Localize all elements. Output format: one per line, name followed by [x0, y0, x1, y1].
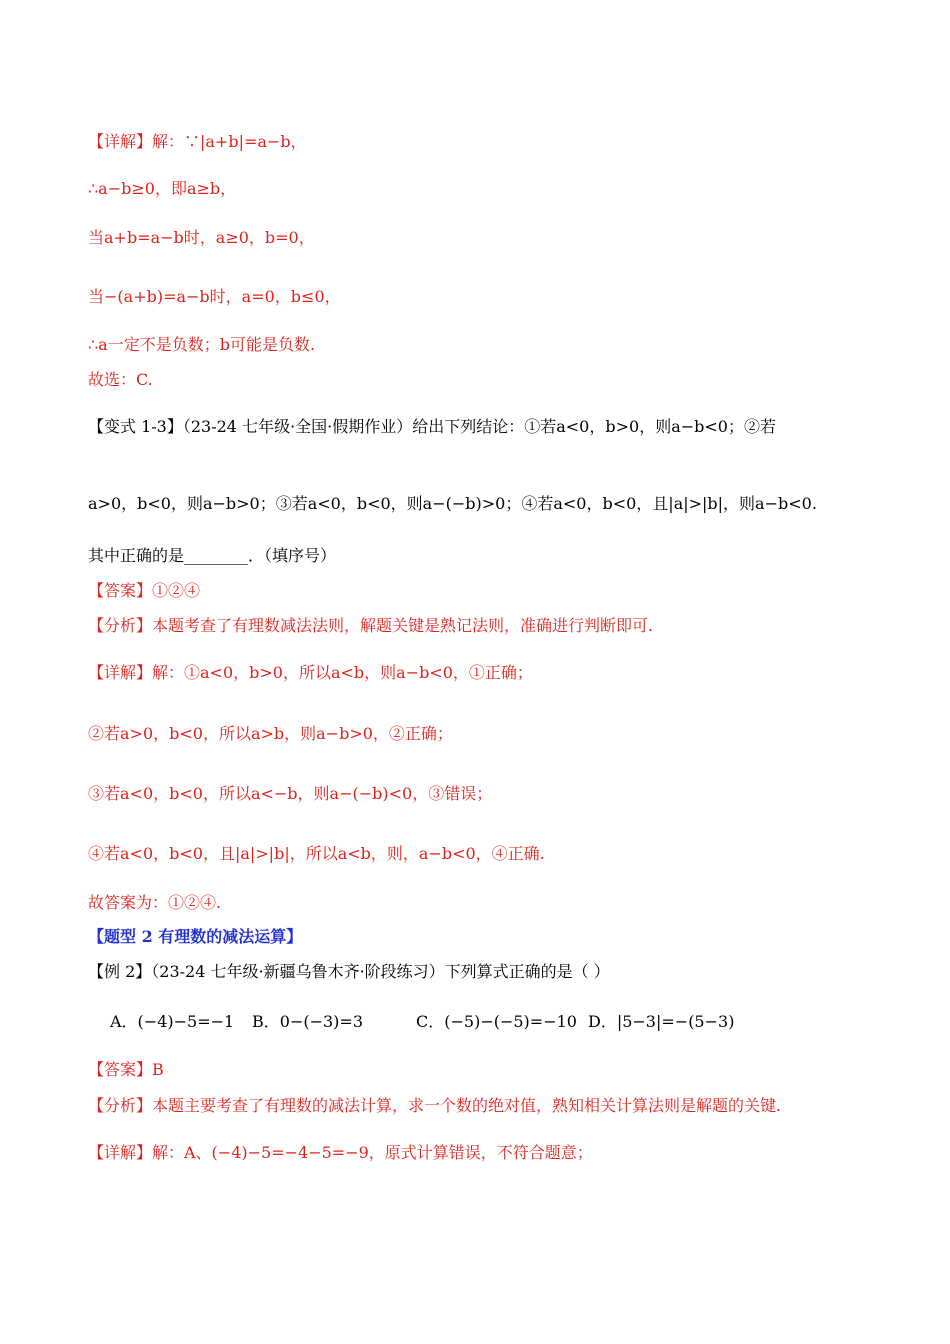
- variant-detail-1: 【详解】解：①a<0，b>0，所以a<b，则a−b<0，①正确；: [88, 663, 533, 682]
- variant-line-3: 其中正确的是________．（填序号）: [88, 546, 337, 565]
- variant-detail-3: ③若a<0，b<0，所以a<−b，则a−(−b)<0，③错误；: [88, 784, 493, 803]
- detail-line-1: 【详解】解：∵|a+b|=a−b，: [88, 132, 307, 151]
- answer-line: 【答案】①②④: [88, 581, 201, 600]
- option-c: C．(−5)−(−5)=−10: [416, 1012, 577, 1031]
- detail-line-5: ∴a一定不是负数；b可能是负数.: [88, 335, 316, 354]
- detail-line-2: ∴a−b≥0，即a≥b，: [88, 179, 237, 198]
- option-a: A．(−4)−5=−1: [110, 1012, 235, 1031]
- choice-line: 故选：C.: [88, 370, 153, 389]
- example-analysis: 【分析】本题主要考查了有理数的减法计算，求一个数的绝对值，熟知相关计算法则是解题的关键.: [88, 1096, 782, 1115]
- option-d: D．|5−3|=−(5−3): [588, 1012, 735, 1031]
- variant-title-line: 【变式 1-3】（23-24 七年级·全国·假期作业）给出下列结论：①若a<0，b>0，则a−b<0；②若: [88, 417, 776, 436]
- detail-line-3: 当a+b=a−b时，a≥0，b=0，: [88, 228, 315, 247]
- analysis-line: 【分析】本题考查了有理数减法法则，解题关键是熟记法则，准确进行判断即可.: [88, 616, 654, 635]
- variant-final: 故答案为：①②④.: [88, 893, 222, 912]
- variant-line-2: a>0，b<0，则a−b>0；③若a<0，b<0，则a−(−b)>0；④若a<0，b<0，且|a|>|b|，则a−b<0.: [88, 494, 817, 513]
- example-detail-1: 【详解】解：A、(−4)−5=−4−5=−9，原式计算错误，不符合题意；: [88, 1143, 593, 1162]
- example-answer: 【答案】B: [88, 1060, 164, 1079]
- example-title: 【例 2】（23-24 七年级·新疆乌鲁木齐·阶段练习）下列算式正确的是（ ）: [88, 962, 610, 981]
- detail-line-4: 当−(a+b)=a−b时，a=0，b≤0，: [88, 287, 341, 306]
- variant-detail-4: ④若a<0，b<0，且|a|>|b|，所以a<b，则，a−b<0，④正确.: [88, 844, 545, 863]
- section-heading: 【题型 2 有理数的减法运算】: [88, 927, 303, 946]
- option-b: B．0−(−3)=3: [252, 1012, 364, 1031]
- variant-detail-2: ②若a>0，b<0，所以a>b，则a−b>0，②正确；: [88, 724, 453, 743]
